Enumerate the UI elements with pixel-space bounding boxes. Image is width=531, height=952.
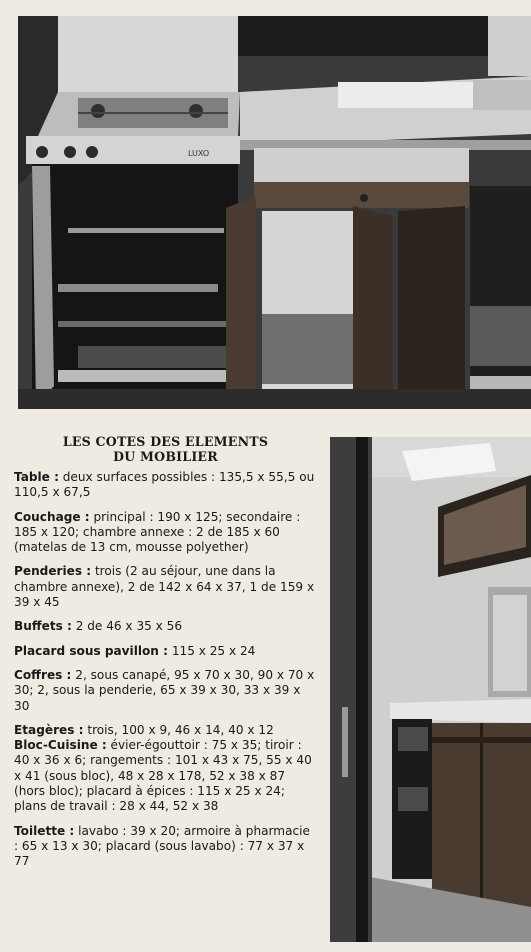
entry-text: évier-égouttoir : 75 x 35; tiroir : 40 x 36 x 6; rangements : 101 x 43 x 75, 55 x 40 x 41 (sous bloc), 48 x 28 x 178, 52 x 38 x 87 (hors bloc); placard à épices : 115 x 25 x 24; plans de travail : 28 x 44, 52 x 38	[14, 738, 312, 814]
entry-text: 115 x 25 x 24	[167, 643, 256, 658]
entry-couchage	[14, 510, 317, 556]
heading-line-2: DU MOBILIER	[113, 449, 218, 464]
entry-text: trois, 100 x 9, 46 x 14, 40 x 12	[83, 722, 274, 737]
entry-label: Couchage :	[14, 509, 90, 524]
entry-text: trois (2 au séjour, une dans la chambre annexe), 2 de 142 x 64 x 37, 1 de 159 x 39 x 45	[14, 564, 315, 610]
entry-text: 2 de 46 x 35 x 56	[71, 619, 183, 634]
section-heading	[14, 434, 317, 464]
entry-label: Bloc-Cuisine :	[14, 738, 107, 753]
entry-bloc-cuisine	[14, 738, 317, 814]
entry-label: Coffres :	[14, 667, 72, 682]
cooker-brand-label: LUXO	[188, 149, 210, 158]
entry-label: Table :	[14, 470, 59, 484]
entry-toilette	[14, 824, 317, 870]
entry-text: lavabo : 39 x 20; armoire à pharmacie : 65 x 13 x 30; placard (sous lavabo) : 77 x 37 x 77	[14, 823, 310, 869]
entry-placard	[14, 644, 317, 659]
entry-buffets	[14, 619, 317, 634]
entry-label: Buffets :	[14, 619, 72, 634]
entry-label: Etagères :	[14, 722, 84, 737]
kitchen-corridor-photo	[330, 437, 531, 942]
entry-table	[14, 470, 317, 501]
kitchen-cabinet-photo	[18, 16, 531, 409]
entry-label: Penderies :	[14, 564, 92, 579]
entry-text: 2, sous canapé, 95 x 70 x 30, 90 x 70 x 30; 2, sous la penderie, 65 x 39 x 30, 33 x 39 x 30	[14, 667, 315, 713]
furniture-dimensions-column	[14, 434, 317, 879]
entry-etageres	[14, 723, 317, 738]
entry-coffres	[14, 668, 317, 714]
entry-label: Placard sous pavillon :	[14, 643, 168, 658]
entry-text: principal : 190 x 125; secondaire : 185 x 120; chambre annexe : 2 de 185 x 60 (matelas de 13 cm, mousse polyether)	[14, 509, 301, 555]
entry-label: Toilette :	[14, 823, 75, 838]
entry-text: deux surfaces possibles : 135,5 x 55,5 ou 110,5 x 67,5	[14, 470, 315, 500]
entry-penderies	[14, 564, 317, 610]
heading-line-1: LES COTES DES ELEMENTS	[62, 434, 269, 449]
